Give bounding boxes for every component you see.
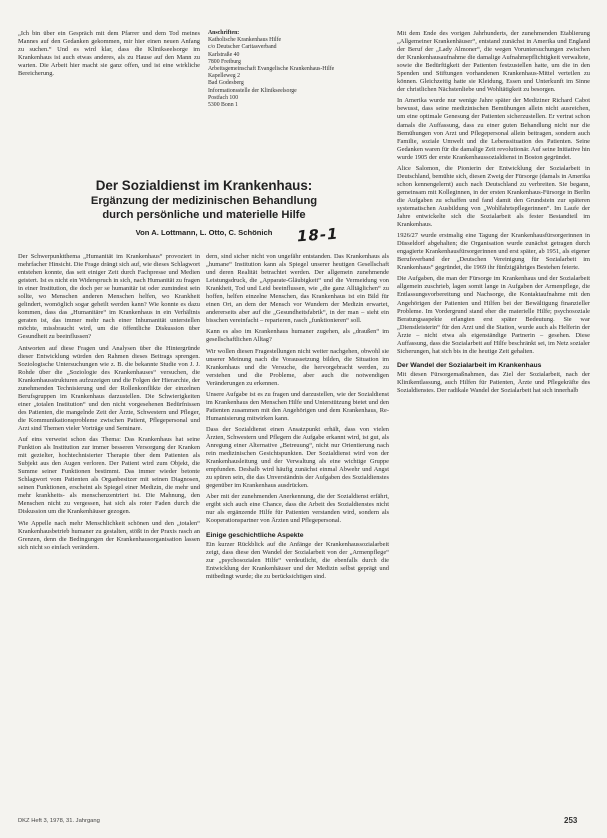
paragraph: Aber mit der zunehmenden Anerkennung, die der Sozialdienst erfährt, ergibt sich auch eine Chance, dass die Arbeit des Sozialdienstes nicht nur als ergänzende Hilfe für Patienten verstanden wird, sondern als Kooperationspartner von Ärzten und Pflegepersonal.: [206, 493, 389, 525]
address-line: Bad Godesberg: [208, 80, 244, 87]
paragraph: Mit diesen Fürsorgemaßnahmen, das Ziel der Sozialarbeit, nach der Klinikentlassung, auch Hilfen für Patienten, Ärzte und Pflegekräfte des Sozialdienstes. Der radikale Wandel der Sozialarbeit hat sich innerhalb: [397, 370, 590, 394]
address-line: Karlstraße 40: [208, 51, 240, 58]
address-line: Postfach 100: [208, 94, 239, 101]
article-subtitle-line1: Ergänzung der medizinischen Behandlung: [90, 195, 318, 207]
intro-paragraph: „Ich bin über ein Gespräch mit dem Pfarrer und dem Tod meines Mannes auf den Gedanken gekommen, mir hier einen neuen Anfang zu suchen.“ Und es wird klar, dass die Klinikseelsorge im Krankenhaus ist auch etwas anderes, als zu Hause auf den Mann zu warten. Die Arbeit hier macht sie ganz offen, und ist eine wirkliche Bereicherung.: [18, 30, 200, 78]
article-authors: Von A. Lottmann, L. Otto, C. Schönich: [135, 228, 273, 237]
paragraph: Kann es also im Krankenhaus humaner zugehen, als „draußen“ im gesellschaftlichen Alltag?: [206, 328, 389, 344]
handwritten-note: 18-1: [296, 224, 340, 246]
address-line: Kapelleweg 2: [208, 73, 241, 80]
right-column: [397, 30, 590, 395]
article-subtitle-line2: durch persönliche und materielle Hilfe: [102, 209, 306, 221]
address-line: 5300 Bonn 1: [208, 102, 238, 109]
section-heading-wandel: Der Wandel der Sozialarbeit im Krankenhaus: [397, 361, 542, 369]
paragraph: Alice Salomon, die Pionierin der Entwicklung der Sozialarbeit in Deutschland, bemühte sich, diesen Zweig der Fürsorge (damals in Amerika schon kennengelernt) auch nach Deutschland zu verbreiten. Sie begann, gemeinsam mit Kolleginnen, in der ersten Krankenhaus-Fürsorge in Berlin die Aufgaben zu schaffen und fand damit den Grundstein zur späteren systematischen Ausbildung von „Wohlfahrtspflegerinnen“. Im Laufe der Jahre entwickelte sich die Sozialarbeit als fester Bestandteil im Krankenhaus.: [397, 164, 590, 229]
paragraph: In Amerika wurde nur wenige Jahre später der Mediziner Richard Cabot bewusst, dass seine medizinischen Bemühungen allein nicht ausreichen, um eine optimale Genesung der Patienten sicherzustellen. Er vertrat schon damals die Auffassung, dass zu einer guten Behandlung nicht nur die Bemühungen von Arzt und Pflegepersonal allein beitragen, sondern auch Familie, soziale Umwelt und die Lebenssituation des Patienten. Seine Gedanken waren für die damalige Zeit revolutionär. Auf seine Initiative hin wurde 1905 der erste Krankenhaussozialdienst in Boston gegründet.: [397, 97, 590, 161]
paragraph: Unsere Aufgabe ist es zu fragen und darzustellen, wie der Sozialdienst im Krankenhaus den Menschen Hilfe und Unterstützung bietet und den Patienten zusammen mit den Angehörigen und dem Krankenhaus, Re-Humanisierung mitwirken kann.: [206, 390, 389, 422]
address-line: Katholische Krankenhaus Hilfe: [208, 37, 282, 44]
paragraph: Ein kurzer Rückblick auf die Anfänge der Krankenhaussozialarbeit zeigt, dass diese den Wandel der Sozialarbeit von der „Armenpflege“ zur „psychosozialen Hilfe“ verdeutlicht, die ebenfalls durch die Entwicklung der Krankenhäuser und der Medizin selbst geprägt und mitbedingt wurde; die zu berücksichtigen sind.: [206, 540, 389, 580]
address-line: Arbeitsgemeinschaft Evangelische Krankenhaus-Hilfe: [208, 66, 335, 73]
left-column: [18, 253, 200, 552]
page-number: 253: [564, 816, 578, 825]
paragraph: dern, sind sicher nicht von ungefähr entstanden. Das Krankenhaus als „humane“ Institution kann als Spiegel unserer heutigen Gesellschaft und deren Realität betrachtet werden. Der allgemein zunehmende Leistungsdruck, die „Apparate-Gläubigkeit“ und die Vermeidung von Krankheit, Tod und Leid beeinflussen, wie „die ganz Alltäglichen“ zu hoffen, helfen einzelne Menschen, das Krankenhaus ist ein Bild für einen Ort, an dem der Mensch vor Wundern der Medizin erwartet, andererseits aber auf die „Gesundheitsfabrik“, in der man – sieht ein bisschen vereinfacht – reparieren, rasch „funktionieren“ soll.: [206, 253, 389, 325]
address-line: Informationsstelle der Klinikseelsorge: [208, 87, 297, 94]
paragraph: Der Schwerpunktthema „Humanität im Krankenhaus“ provoziert in mehrfacher Hinsicht. Die Frage drängt sich auf, wie dieses Schlagwort entstehen konnte, das seit einiger Zeit durch Fachpresse und Medien geistert. Ist es nicht ein Widerspruch in sich, nach Humanität zu fragen in einer Institution, die doch per se humanitär ist oder zumindest sein sollte, wo Menschen anderen Menschen helfen, wo Krankheit gelindert, womöglich sogar geheilt werden kann? Wie konnte es dazu kommen, dass das „Humanitäre“ im Krankenhaus in ein Verhältnis geraten ist, das immer mehr nach einer Inhumanität unterstellen möchte, missbraucht wird, um die öffentliche Diskussion über Gesundheit zu beeinflussen?: [18, 253, 200, 341]
paragraph: Mit dem Ende des vorigen Jahrhunderts, der zunehmenden Etablierung „Allgemeiner Krankenhäuser“, entstand zunächst in Amerika und England der Beruf der „Lady Almoner“, die wegen Voruntersuchungen zwischen der Krankenhausaufnahme die damalige Aufnahmepflichtigkeit verwaltete, sowie die Bedürftigkeit der Patienten festzustellen hatte, um die in den Spenden und Stiftungen vorhandenen Krankenhaus-Mittel verteilen zu können. Gleichzeitig hatte sie Kleidung, Essen und Unterkunft im Sinne der christlichen Nächstenliebe und Wohltätigkeit zu besorgen.: [397, 30, 590, 94]
middle-column: [206, 253, 389, 581]
paragraph: Auf eins verweist schon das Thema: Das Krankenhaus hat seine Funktion als Institution zur immer besseren Versorgung der Kranken mit gezielter, hochtechnisierter Therapie über dem Patienten als Subjekt aus den Augen verloren. Der Patient wird zum Objekt, die Summe seiner Funktionen bestimmt. Das immer wieder betonte Schlagwort vom Patienten als Organbesitzer mit seinen Diagnosen, seinen Funktionen, erscheint als Spiegel einer Medizin, die mehr und mehr krankheits- als menschenzentriert ist. Die Mahnung, den Menschen nicht zu vergessen, hat sich als roter Faden durch die Diskussion um die Krankenhäuser gezogen.: [18, 436, 200, 516]
intro-column: [18, 30, 200, 78]
paragraph: Antworten auf diese Fragen und Analysen über die Hintergründe dieser Entwicklung würden den Rahmen dieses Beitrags sprengen. Soziologische Untersuchungen wie z. B. die bekannte Studie von J. J. Rohde über die „Soziologie des Krankenhauses“ versuchen, die Krankenhausstrukturen aufzuzeigen und die Folgen der Hierarchie, der zunehmenden Technisierung und der Rollenkonflikte der einzelnen Berufsgruppen im Krankenhaus darzustellen. Die Schwierigkeiten einer „totalen Institution“ und den nicht vorgesehenen Bedürfnissen des Patienten, die mangelnde Zeit der Ärzte, Schwestern und Pfleger, die Kommunikationsprobleme zwischen Patient, Pflegepersonal und Arzt sind Themen vieler Vorträge und Seminare.: [18, 344, 200, 432]
address-label: Anschriften:: [208, 30, 240, 36]
paragraph: Dass der Sozialdienst einen Ansatzpunkt erhält, dass von vielen Ärzten, Schwestern und Pflegern die Aufgabe erkannt wird, ist gut, als Anregung einer Alternative „Betreuung“, nicht nur Orientierung nach rein medizinischen Gesichtspunkten. Der Sozialdienst wird von der Krankenhausleitung und der Verwaltung als eine wichtige Gruppe empfunden. Deshalb wird häufig zunächst einmal Abwehr und Angst zu spüren sein, die das Unverständnis der Aufgaben des Sozialdienstes gegenüber im Krankenhaus ausdrücken.: [206, 425, 389, 490]
paragraph: Die Aufgaben, die man der Fürsorge im Krankenhaus und der Sozialarbeit allgemein zuschrieb, lagen somit lange in Aufgaben der Armenpflege, die Entlassungsvorbereitung und Nachsorge, die Kontaktaufnahme mit den Angehörigen der Patienten und Hilfen bei der Bewältigung finanzieller Probleme. Im Vordergrund stand eher die materielle Hilfe; psychosoziale Beratungsaspekte erlangten erst später Bedeutung. Sie war „Dienstleisterin“ für den Arzt und die Station, wurde auch als Helferin der Ärzte – nicht etwa als eigenständige Partnerin – gesehen. Diese Auffassung, dass die Sozialarbeit auf Hilfe beschränkt sei, im Netz sozialer Sicherungen, hat sich bis in die heutige Zeit gehalten.: [397, 275, 590, 355]
section-heading-geschichte: Einige geschichtliche Aspekte: [206, 531, 304, 539]
address-line: c/o Deutscher Caritasverband: [208, 44, 277, 51]
paragraph: Wir wollen diesen Fragestellungen nicht weiter nachgehen, obwohl sie unserer Meinung nach die Voraussetzung bilden, die Situation im Krankenhaus und die Versuche, die hervorgebracht werden, zu verstehen und die Probleme, aber auch die notwendigen Veränderungen zu erkennen.: [206, 347, 389, 387]
paragraph: 1926/27 wurde erstmalig eine Tagung der Krankenhausfürsorgerinnen in Düsseldorf abgehalten; die Organisation wurde zunächst getragen durch engagierte Krankenhausfürsorgerinnen und erst später, ab 1951, als eigener Berufsverband der „Deutschen Vereinigung für Sozialarbeit im Krankenhaus“ gegründet, die 1969 ihr fünfzigjähriges Bestehen feierte.: [397, 232, 590, 272]
paragraph: Wie Appelle nach mehr Menschlichkeit schönen und den „totalen“ Krankenhausbetrieb humaner zu gestalten, stößt in der Praxis rasch an Grenzen, denn die Bedingungen der Krankenhausorganisation lassen sich nicht so einfach verändern.: [18, 519, 200, 551]
footer-citation: DKZ Heft 3, 1978, 31. Jahrgang: [18, 818, 100, 824]
article-title: Der Sozialdienst im Krankenhaus:: [95, 178, 313, 193]
address-line: 7800 Freiburg: [208, 58, 241, 65]
address-box: [208, 30, 388, 109]
